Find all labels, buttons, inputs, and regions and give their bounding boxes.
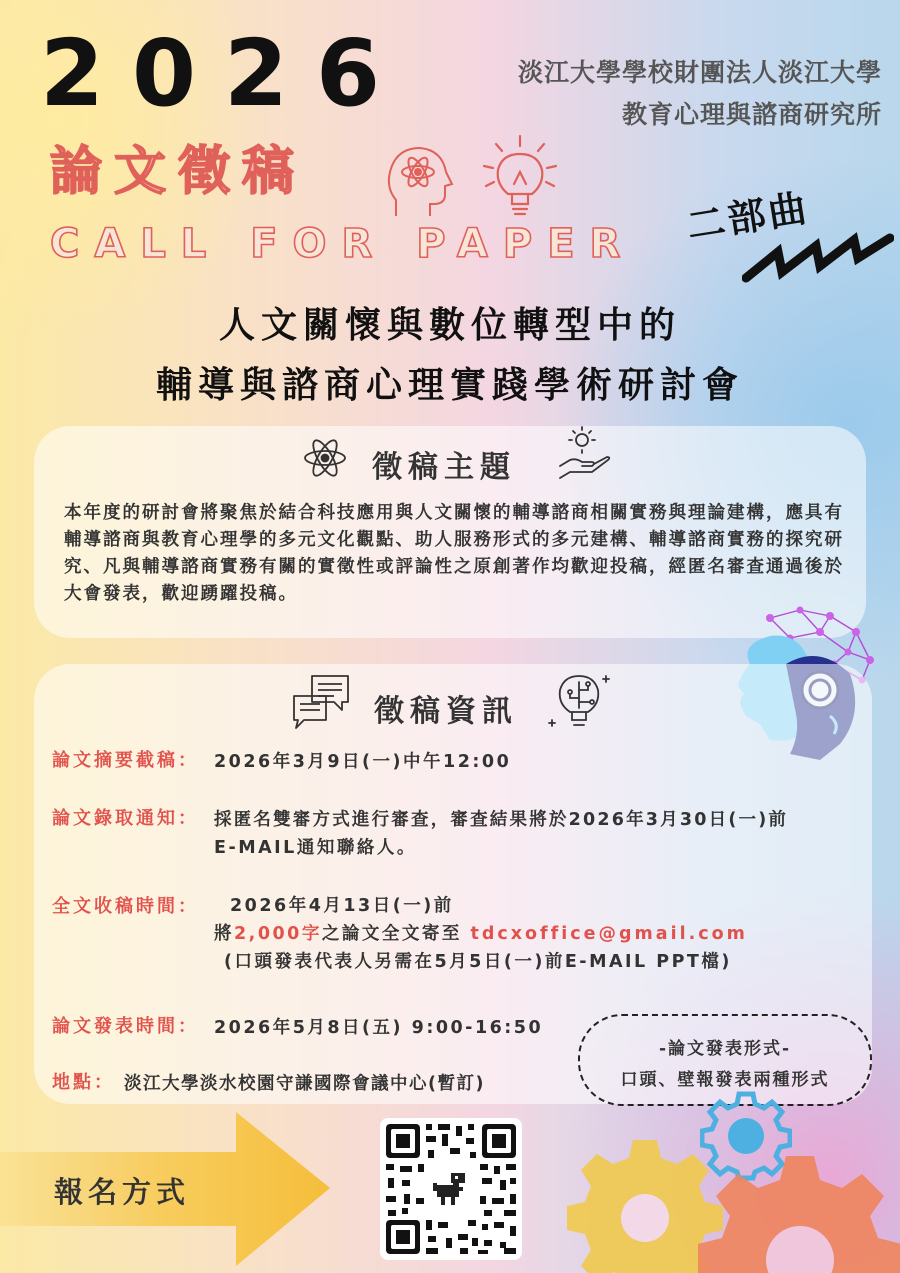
venue-value: 淡江大學淡水校園守謙國際會議中心(暫訂): [124, 1074, 485, 1094]
year-heading: 2026: [40, 20, 409, 127]
atom-head-icon: [382, 138, 454, 220]
venue-label: 地點：: [52, 1072, 115, 1093]
presentation-time-label: 論文發表時間：: [52, 1016, 199, 1037]
chat-bubbles-icon: [290, 672, 352, 730]
part-two-label: 二部曲: [683, 185, 813, 249]
call-for-paper-zh: 論文徵稿: [50, 142, 307, 202]
presentation-format-title: -論文發表形式-: [658, 1039, 792, 1059]
word-count: 2,000字: [234, 924, 322, 944]
organizer: [518, 52, 882, 136]
zigzag-decoration: [742, 232, 894, 284]
tech-bulb-icon: [548, 668, 610, 732]
abstract-deadline-label: 論文摘要截稿：: [52, 750, 199, 771]
abstract-deadline-value: 2026年3月9日(一)中午12:00: [214, 752, 512, 772]
acceptance-notice-line-2: E-MAIL通知聯絡人。: [214, 838, 417, 858]
conference-title-line-2: 輔導與諮商心理實踐學術研討會: [155, 365, 744, 406]
info-heading: 徵稿資訊: [374, 694, 518, 729]
gear-icon-orange: [690, 1150, 900, 1273]
full-text-label: 全文收稿時間：: [52, 896, 199, 917]
registration-label: 報名方式: [54, 1175, 191, 1209]
ppt-requirement: (口頭發表代表人另需在5月5日(一)前E-MAIL PPT檔): [224, 952, 732, 972]
theme-heading: 徵稿主題: [372, 450, 516, 485]
full-text-prefix: 將: [214, 924, 234, 944]
full-text-middle: 之論文全文寄至: [321, 924, 471, 944]
full-text-deadline: 2026年4月13日(一)前: [230, 896, 454, 916]
atom-icon: [300, 434, 350, 482]
lightbulb-icon: [482, 132, 558, 220]
submission-email-link[interactable]: tdcxoffice@gmail.com: [470, 924, 748, 944]
call-for-paper-en: CALL FOR PAPER: [50, 221, 636, 267]
theme-description: 本年度的研討會將聚焦於結合科技應用與人文關懷的輔導諮商相關實務與理論建構，應具有輔導諮商與教育心理學的多元文化觀點、助人服務形式的多元建構、輔導諮商實務的探究研究、凡與輔導諮商實務有關的實徵性或評論性之原創著作均歡迎投稿，經匿名審查通過後於大會發表，歡迎踴躍投稿。: [64, 503, 844, 604]
registration-qr-code[interactable]: [380, 1118, 522, 1260]
presentation-format-body: 口頭、壁報發表兩種形式: [620, 1070, 830, 1090]
acceptance-notice-line-1: 採匿名雙審方式進行審查，審查結果將於2026年3月30日(一)前: [214, 810, 789, 830]
organizer-line-1: 淡江大學學校財團法人淡江大學: [517, 58, 882, 87]
conference-title-line-1: 人文關懷與數位轉型中的: [218, 305, 681, 346]
conference-title: [0, 296, 900, 416]
full-text-submission: [214, 920, 748, 945]
presentation-time-value: 2026年5月8日(五) 9:00-16:50: [214, 1018, 544, 1038]
dinosaur-icon: [431, 1169, 471, 1209]
acceptance-notice-label: 論文錄取通知：: [52, 808, 199, 829]
organizer-line-2: 教育心理與諮商研究所: [621, 100, 882, 129]
hand-sun-icon: [556, 426, 612, 482]
